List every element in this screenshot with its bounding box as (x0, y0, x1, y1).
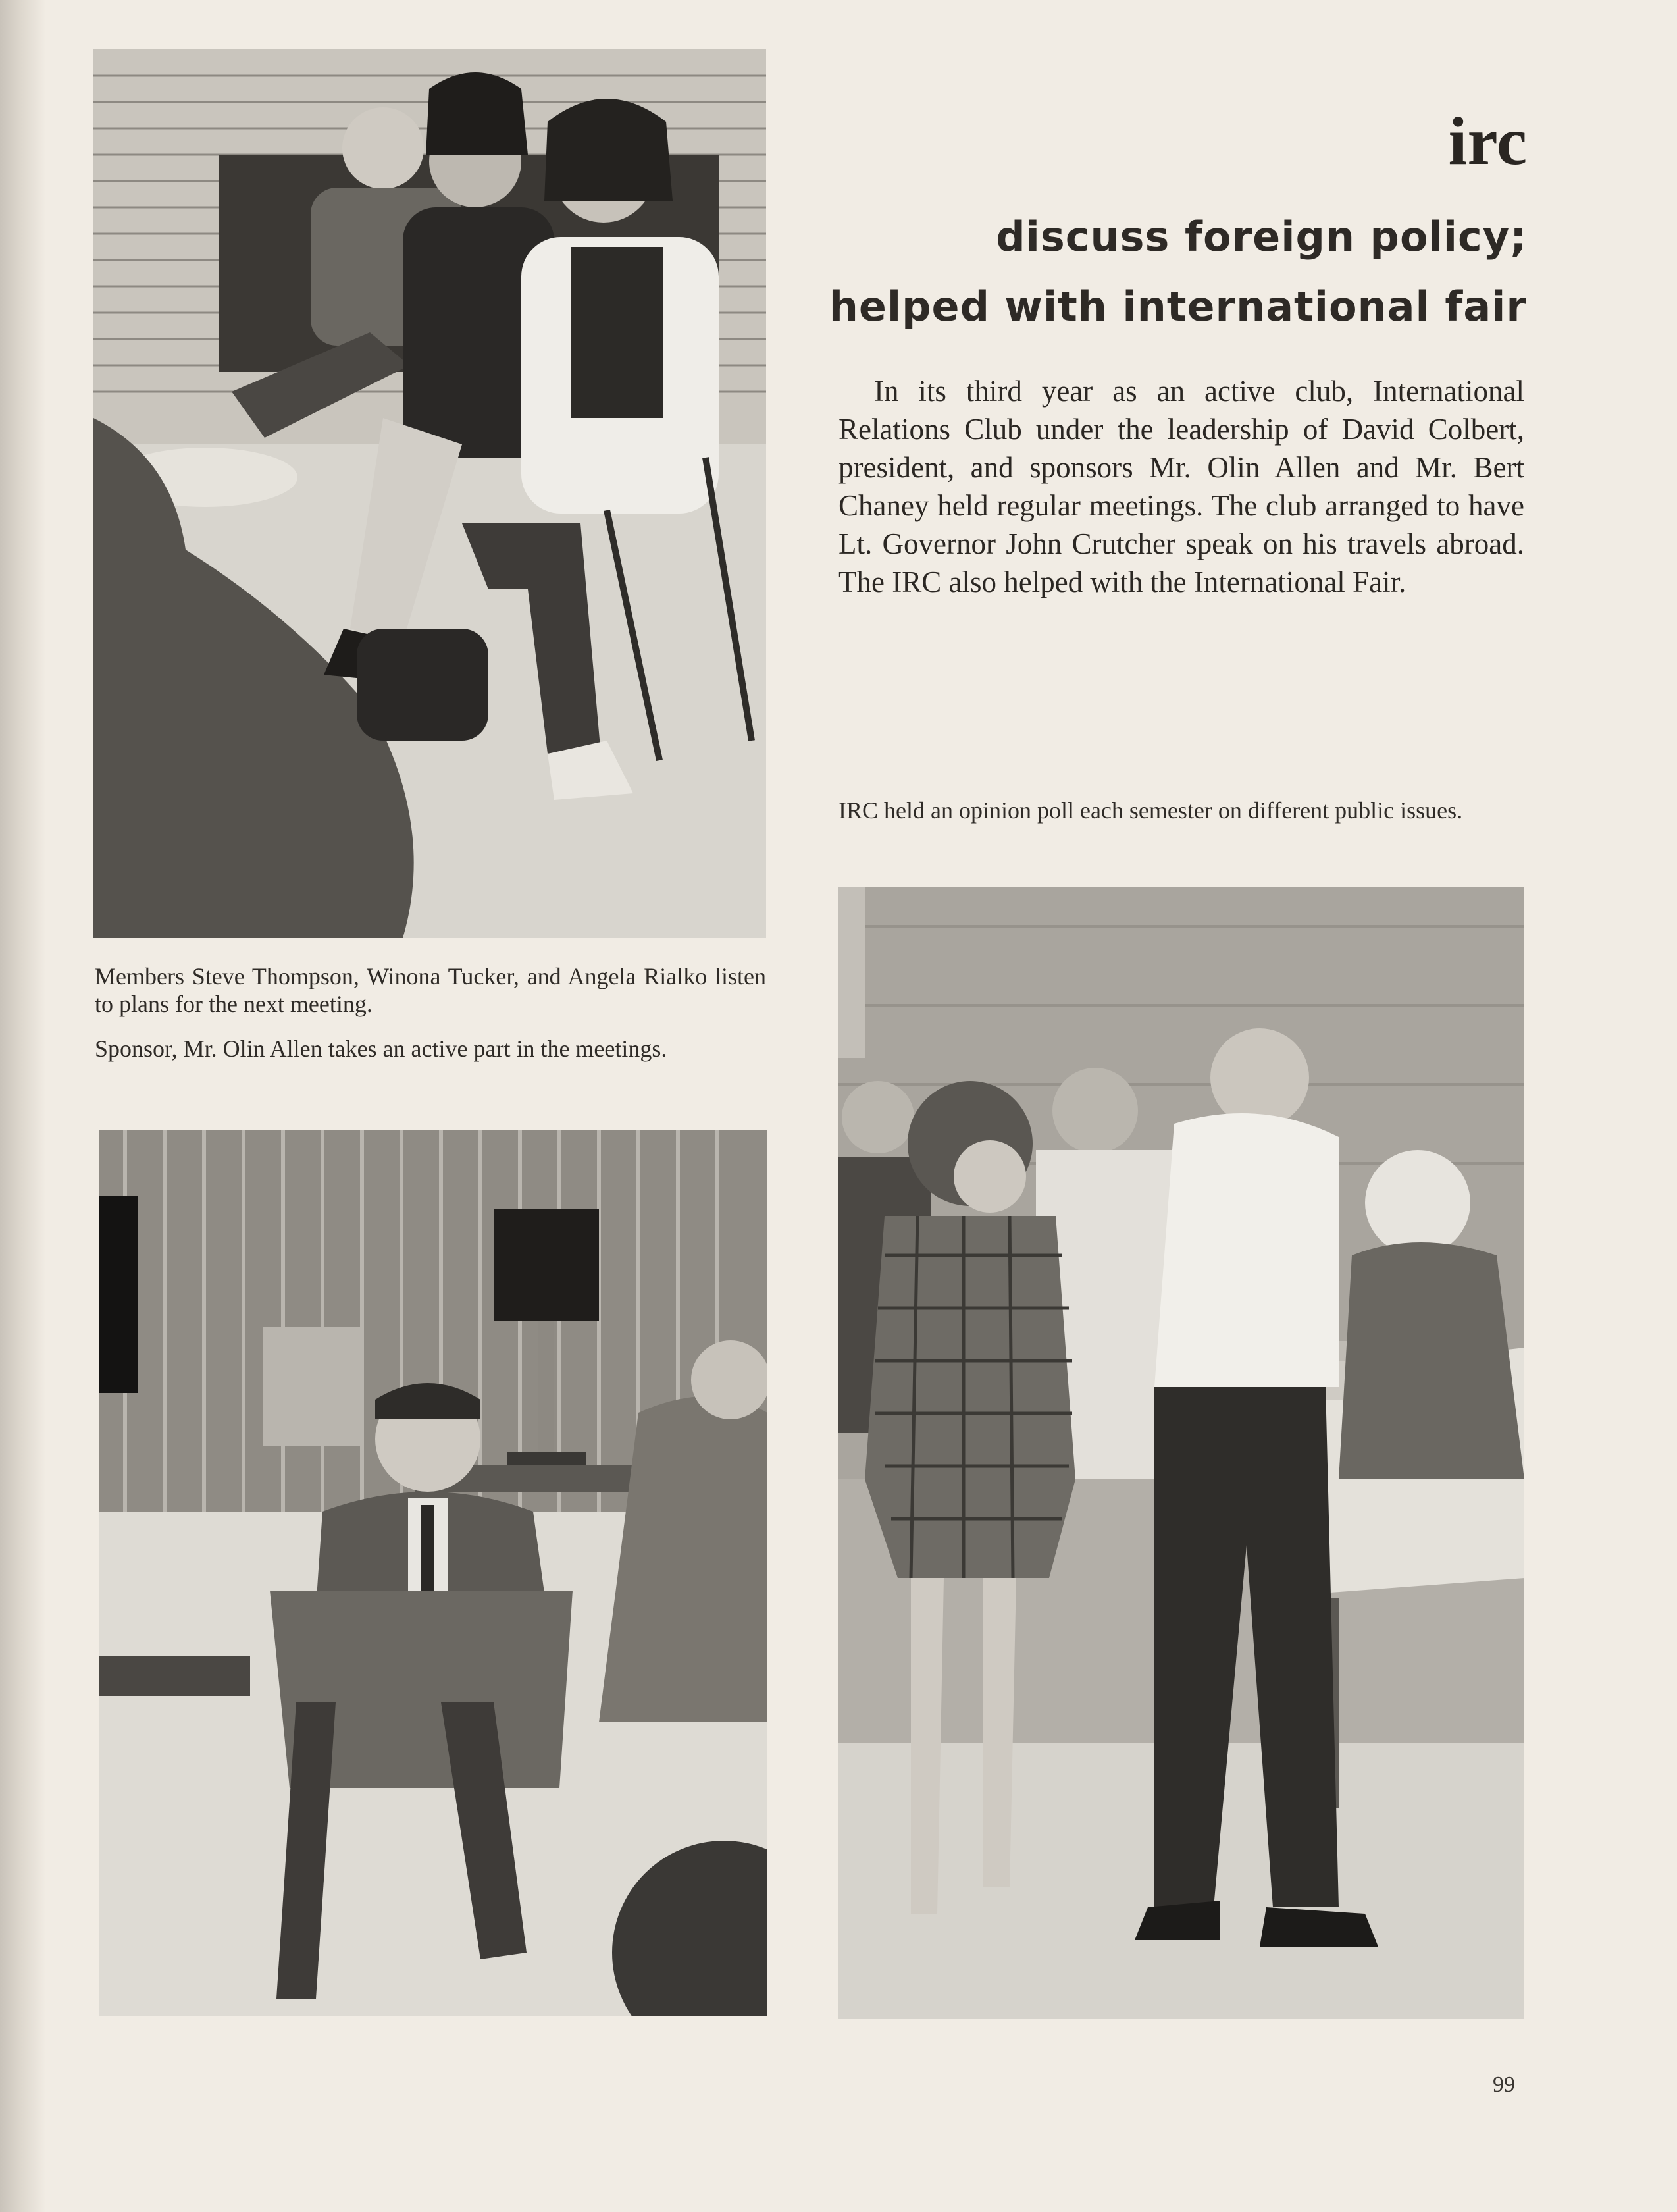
subtitle-line-2: helped with international fair (829, 282, 1527, 330)
article-body: In its third year as an active club, International Relations Club under the leadership of David Colbert, president, and sponsors Mr. Olin Allen and Mr. Bert Chaney held regular meetings. The club arranged to have Lt. Governor John Crutcher speak on his travels abroad. The IRC also helped with the International Fair. (838, 375, 1524, 598)
poll-photo-caption: IRC held an opinion poll each semester on different public issues. (838, 797, 1463, 824)
members-photo (93, 49, 766, 938)
sponsor-photo (99, 1130, 767, 2016)
book-gutter-shadow (0, 0, 46, 2212)
members-photo-caption: Members Steve Thompson, Winona Tucker, and Angela Rialko listen to plans for the next meeting. (95, 963, 766, 1017)
section-title: irc (1448, 103, 1527, 179)
poll-photo (838, 887, 1524, 2019)
sponsor-photo-caption: Sponsor, Mr. Olin Allen takes an active part in the meetings. (95, 1036, 667, 1062)
subtitle-line-1: discuss foreign policy; (996, 213, 1527, 261)
page-number: 99 (1493, 2072, 1515, 2097)
